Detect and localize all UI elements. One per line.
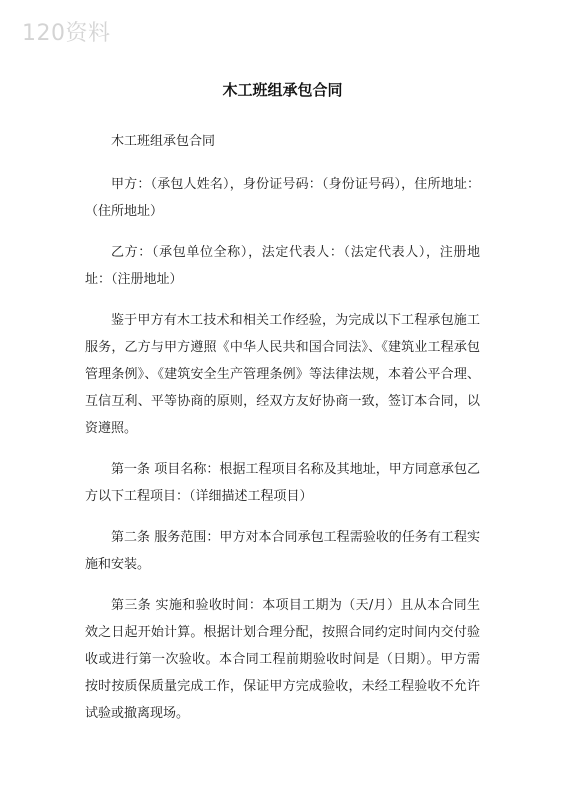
preamble-paragraph: 鉴于甲方有木工技术和相关工作经验，为完成以下工程承包施工服务，乙方与甲方遵照《中华人民共和国合同法》、《建筑业工程承包管理条例》、《建筑安全生产管理条例》等法律法规，本着公平合理、互信互利、平等协商的原则，经双方友好协商一致，签订本合同，以资遵照。 xyxy=(85,313,480,436)
article-3-paragraph: 第三条 实施和验收时间：本项目工期为（天/月）且从本合同生效之日起开始计算。根据计划合理分配，按照合同约定时间内交付验收或进行第一次验收。本合同工程前期验收时间是（日期）。甲方需按时按质保质量完成工作，保证甲方完成验收，未经工程验收不允许试验或撤离现场。 xyxy=(85,598,480,721)
party-a-paragraph: 甲方：（承包人姓名），身份证号码：（身份证号码），住所地址：（住所地址） xyxy=(85,177,480,219)
watermark-text: 120资料 xyxy=(22,21,111,46)
party-b-paragraph: 乙方：（承包单位全称），法定代表人：（法定代表人），注册地址：（注册地址） xyxy=(85,245,480,287)
document-page xyxy=(85,80,480,741)
document-subtitle-paragraph: 木工班组承包合同 xyxy=(111,134,216,149)
article-2-paragraph: 第二条 服务范围：甲方对本合同承包工程需验收的任务有工程实施和安装。 xyxy=(85,530,480,572)
document-title: 木工班组承包合同 xyxy=(222,81,343,99)
article-1-paragraph: 第一条 项目名称：根据工程项目名称及其地址，甲方同意承包乙方以下工程项目：（详细描述工程项目） xyxy=(85,462,480,504)
